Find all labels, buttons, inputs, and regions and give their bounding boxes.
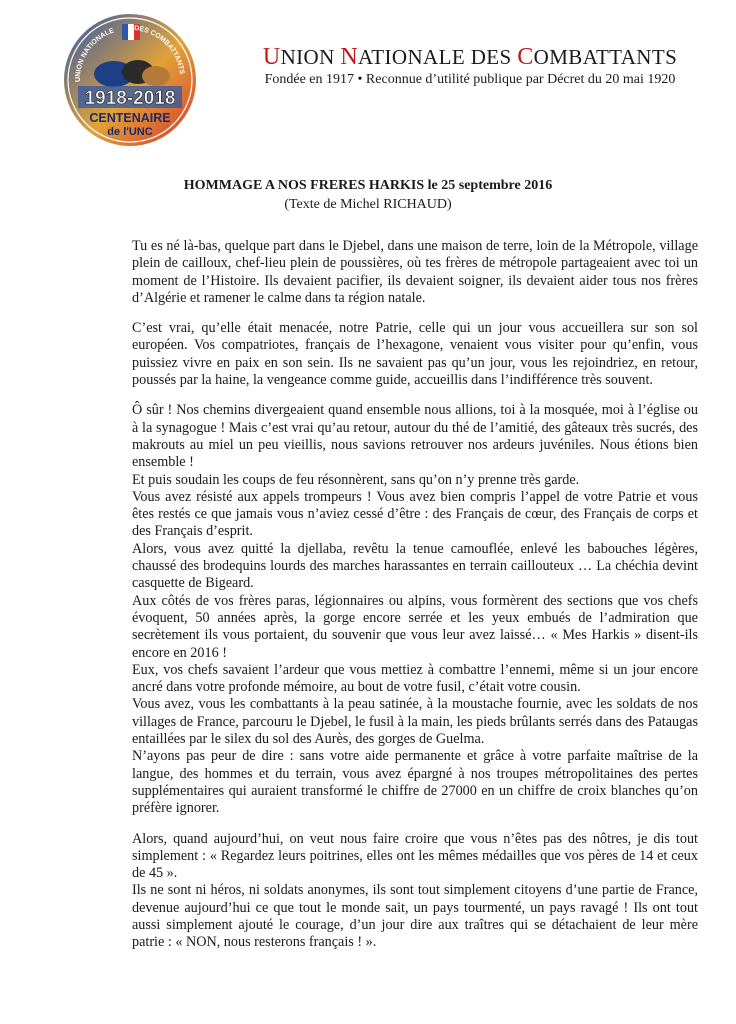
document-author: (Texte de Michel RICHAUD)	[284, 197, 452, 212]
logo-centenaire: CENTENAIRE	[89, 111, 171, 125]
body-paragraph: Tu es né là-bas, quelque part dans le Djebel, dans une maison de terre, loin de la Métropole, village plein de cailloux, chef-lieu plein de poussières, où tes frères de métropole partageaient avec toi un moment de l’Histoire. Ils devaient pacifier, ils devaient soigner, ils devaient aider tous nos frères d’Algérie et ramener le calme dans ta région natale.	[132, 238, 698, 306]
body-paragraph: Ils ne sont ni héros, ni soldats anonymes, ils sont tout simplement citoyens d’une partie de France, devenue aujourd’hui ce que tout le monde sait, un pays tourmenté, un pays ravagé ! Ils ont tout aussi simplement ajouté le courage, d’un jour dire aux traîtres qui se détachaient de leur mère patrie : « NON, nous resterons français ! ».	[132, 882, 698, 951]
logo-ring-text-left: UNION NATIONALE	[74, 27, 116, 83]
logo-ring-text-right: DES COMBATTANTS	[133, 24, 186, 75]
body-paragraph: Aux côtés de vos frères paras, légionnaires ou alpins, vous formèrent des sections que vos chefs évoquent, 50 années après, la gorge encore serrée et les yeux embués de l’admiration que secrètement ils vous portaient, du souvenir que vous leur avez laissé… « Mes Harkis » disent-ils encore en 2016 !	[132, 592, 698, 661]
body-paragraph: Ô sûr ! Nos chemins divergeaient quand ensemble nous allions, toi à la mosquée, moi à l’église ou à la synagogue ! Mais c’est vrai qu’au retour, autour du thé de l’amitié, des gâteaux très sucrés, des makrouts au miel un peu vieillis, nous savions retrouver nos ardeurs juvéniles. Nous étions bien ensemble !	[132, 402, 698, 471]
unc-centenary-logo	[62, 12, 198, 148]
organization-title: UNION NATIONALE DES COMBATTANTS	[262, 44, 678, 70]
body-paragraph: N’ayons pas peur de dire : sans votre aide permanente et grâce à votre parfaite maîtrise de la langue, des hommes et du terrain, vous avez épargné à nos troupes métropolitaines des pertes supplémentaires qui auraient transformé le chiffre de 27000 en un chiffre de croix blanches qu’on préfère ignorer.	[132, 748, 698, 817]
body-paragraph: Alors, quand aujourd’hui, on veut nous faire croire que vous n’êtes pas des nôtres, je dis tout simplement : « Regardez leurs poitrines, elles ont les mêmes médailles que vos pères de 14 et ceux de 45 ».	[132, 830, 698, 882]
organization-subtitle: Fondée en 1917 • Reconnue d’utilité publique par Décret du 20 mai 1920	[264, 72, 676, 87]
logo-de-lunc: de l'UNC	[107, 126, 153, 138]
body-paragraph: Eux, vos chefs savaient l’ardeur que vous mettiez à combattre l’ennemi, même si un jour encore ancré dans votre profonde mémoire, au bout de votre fusil, c’était votre cousin.	[132, 661, 698, 696]
body-paragraph: C’est vrai, qu’elle était menacée, notre Patrie, celle qui un jour vous accueillera sur son sol européen. Vos compatriotes, français de l’hexagone, venaient vous visiter pour qu’enfin, vous puissiez vivre en paix en son sein. Ils ne savaient pas qu’un jour, vous les rejoindriez, en retour, poussés par la haine, la vengeance comme guide, accueillis dans l’indifférence très souvent.	[132, 320, 698, 389]
body-paragraph: Alors, vous avez quitté la djellaba, revêtu la tenue camouflée, enlevé les babouches légères, chaussé des brodequins lourds des marches harassantes en terrain caillouteux … La chéchia devint casquette de Bigeard.	[132, 540, 698, 592]
helmet-icon	[142, 66, 170, 86]
document-title: HOMMAGE A NOS FRERES HARKIS le 25 septembre 2016	[183, 178, 553, 193]
document-body	[132, 238, 698, 952]
body-paragraph: Vous avez résisté aux appels trompeurs ! Vous avez bien compris l’appel de votre Patrie et vous êtes restés ce que jamais vous n’aviez cessé d’être : des Français de cœur, des Français de corps et des Français d’esprit.	[132, 488, 698, 540]
logo-years: 1918-2018	[84, 88, 176, 109]
body-paragraph: Et puis soudain les coups de feu résonnèrent, sans qu’on n’y prenne très garde.	[132, 471, 580, 488]
body-paragraph: Vous avez, vous les combattants à la peau satinée, à la moustache fournie, avec les soldats de nos villages de France, parcouru le Djebel, le fusil à la main, les pieds brûlants serrés dans des Pataugas entaillées par le silex du sol des Aurès, des gorges de Guelma.	[132, 696, 698, 748]
